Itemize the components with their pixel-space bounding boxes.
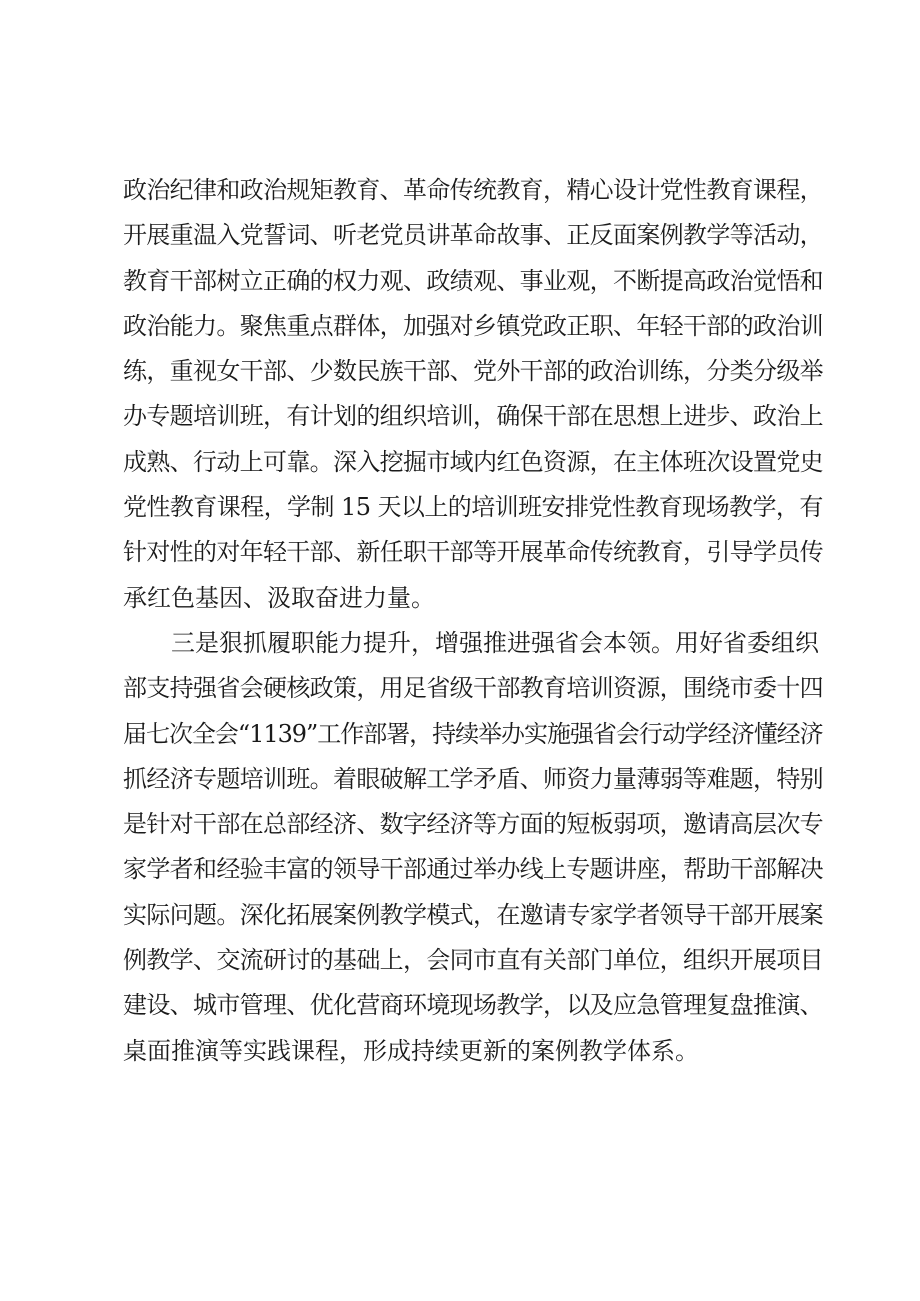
text-line: 桌面推演等实践课程，形成持续更新的案例教学体系。	[123, 1036, 699, 1065]
text-line: 实际问题。深化拓展案例教学模式，在邀请专家学者领导干部开展案	[123, 900, 823, 929]
text-line: 针对性的对年轻干部、新任职干部等开展革命传统教育，引导学员传	[123, 538, 823, 567]
text-line: 办专题培训班，有计划的组织培训，确保干部在思想上进步、政治上	[123, 402, 823, 431]
text-line: 练，重视女干部、少数民族干部、党外干部的政治训练，分类分级举	[123, 357, 823, 386]
text-line: 教育干部树立正确的权力观、政绩观、事业观，不断提高政治觉悟和	[123, 266, 823, 295]
text-line: 是针对干部在总部经济、数字经济等方面的短板弱项，邀请高层次专	[123, 810, 823, 839]
text-line: 政治纪律和政治规矩教育、革命传统教育，精心设计党性教育课程，	[123, 176, 823, 204]
text-line: 党性教育课程，学制 15 天以上的培训班安排党性教育现场教学，有	[123, 493, 823, 522]
text-line: 届七次全会“1139”工作部署，持续举办实施强省会行动学经济懂经济	[123, 719, 823, 748]
text-line: 开展重温入党誓词、听老党员讲革命故事、正反面案例教学等活动，	[123, 221, 823, 250]
text-line: 家学者和经验丰富的领导干部通过举办线上专题讲座，帮助干部解决	[123, 855, 823, 884]
text-line: 政治能力。聚焦重点群体，加强对乡镇党政正职、年轻干部的政治训	[123, 311, 823, 340]
text-line: 成熟、行动上可靠。深入挖掘市域内红色资源，在主体班次设置党史	[123, 447, 823, 476]
text-line: 抓经济专题培训班。着眼破解工学矛盾、师资力量薄弱等难题，特别	[123, 764, 823, 793]
text-line: 三是狠抓履职能力提升，增强推进强省会本领。用好省委组织	[171, 628, 819, 657]
text-line: 承红色基因、汲取奋进力量。	[123, 583, 435, 612]
paragraph	[123, 168, 823, 621]
text-line: 建设、城市管理、优化营商环境现场教学，以及应急管理复盘推演、	[123, 991, 823, 1020]
paragraph	[123, 621, 823, 1074]
text-line: 部支持强省会硬核政策，用足省级干部教育培训资源，围绕市委十四	[123, 674, 823, 703]
body-text	[123, 168, 823, 1074]
text-line: 例教学、交流研讨的基础上，会同市直有关部门单位，组织开展项目	[123, 946, 823, 975]
